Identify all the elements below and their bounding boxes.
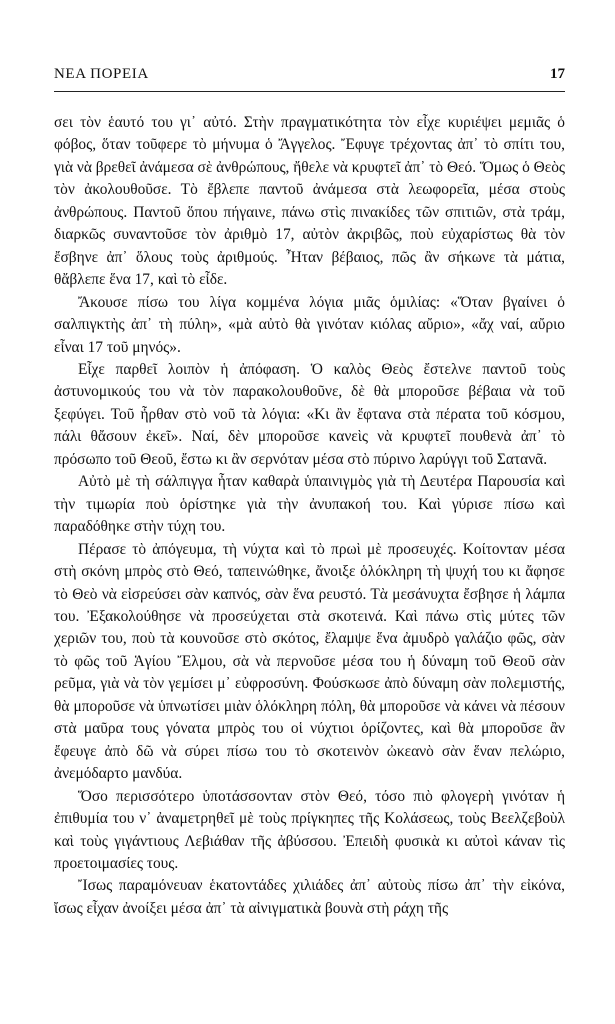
running-title: ΝΕΑ ΠΟΡΕΙΑ bbox=[54, 66, 149, 82]
paragraph: Εἶχε παρθεῖ λοιπὸν ἡ ἀπόφαση. Ὁ καλὸς Θεὸς ἔστελνε παντοῦ τοὺς ἀστυνομικούς του νὰ τὸν παρακολουθοῦνε, δὲ θὰ μποροῦσε βέβαια νὰ τοῦ ξεφύγει. Τοῦ ἦρθαν στὸ νοῦ τὰ λόγια: «Κι ἂν ἔφτανα στὰ πέρατα τοῦ κόσμου, πάλι θἄσουν ἐκεῖ». Ναί, δὲν μποροῦσε κανεὶς νὰ κρυφτεῖ πουθενὰ ἀπ᾽ τὸ πρόσωπο τοῦ Θεοῦ, ἔστω κι ἂν σερνόταν μέσα στὸ πύρινο λαρύγγι τοῦ Σατανᾶ. bbox=[54, 360, 565, 468]
running-header bbox=[54, 66, 565, 86]
paragraph: Ὅσο περισσότερο ὑποτάσσονταν στὸν Θεό, τόσο πιὸ φλογερὴ γινόταν ἡ ἐπιθυμία του ν᾽ ἀναμετρηθεῖ μὲ τοὺς πρίγκηπες τῆς Κολάσεως, τοὺς Βεελζεβοὺλ καὶ τοὺς γιγάντιους Λεβιάθαν τῆς ἀβύσσου. Ἐπειδὴ φυσικὰ κι αὐτοὶ κάναν τὶς προετοιμασίες τους. bbox=[54, 787, 565, 872]
paragraph-continued: σει τὸν ἑαυτό του γι᾽ αὐτό. Στὴν πραγματικότητα τὸν εἶχε κυριέψει μεμιᾶς ὁ φόβος, ὅταν τοῦφερε τὸ μήνυμα ὁ Ἄγγελος. Ἔφυγε τρέχοντας ἀπ᾽ τὸ σπίτι του, γιὰ νὰ βρεθεῖ ἀνάμεσα σὲ ἀνθρώπους, ἤθελε νὰ κρυφτεῖ ἀπ᾽ τὸ Θεό. Ὅμως ὁ Θεὸς τὸν ἀκολουθοῦσε. Τὸ ἔβλεπε παντοῦ ἀνάμεσα στὰ λεωφορεῖα, μέσα στοὺς ἀνθρώπους. Παντοῦ ὅπου πήγαινε, πάνω στὶς πινακίδες τῶν σπιτιῶν, στὰ τράμ, διαρκῶς συναντοῦσε τὸν ἀριθμὸ 17, αὐτὸν ἀκριβῶς, ποὺ εὐχαρίστως θὰ τὸν ἔσβηνε ἀπ᾽ ὅλους τοὺς ἀριθμούς. Ἦταν βέβαιος, πῶς ἂν σήκωνε τὰ μάτια, θἄβλεπε ἕνα 17, καὶ τὸ εἶδε. bbox=[54, 114, 565, 289]
page-number: 17 bbox=[550, 66, 565, 82]
paragraph: Ἄκουσε πίσω του λίγα κομμένα λόγια μιᾶς ὁμιλίας: «Ὅταν βγαίνει ὁ σαλπιγκτὴς ἀπ᾽ τὴ πύλη», «μὰ αὐτὸ θὰ γινόταν κιόλας αὔριο», «ἄχ ναί, αὔριο εἶναι 17 τοῦ μηνός». bbox=[54, 293, 565, 356]
paragraph: Αὐτὸ μὲ τὴ σάλπιγγα ἦταν καθαρὰ ὑπαινιγμὸς γιὰ τὴ Δευτέρα Παρουσία καὶ τὴν τιμωρία ποὺ ὁρίστηκε γιὰ τὴν ἀνυπακοή του. Καὶ γύρισε πίσω καὶ παραδόθηκε στὴν τύχη του. bbox=[54, 473, 565, 536]
body-text bbox=[54, 112, 565, 920]
paragraph: Πέρασε τὸ ἀπόγευμα, τὴ νύχτα καὶ τὸ πρωὶ μὲ προσευχές. Κοίτονταν μέσα στὴ σκόνη μπρὸς στὸ Θεό, ταπεινώθηκε, ἄνοιξε ὁλόκληρη τὴ ψυχή του κι ἄφησε τὸ Θεὸ νὰ εἰσρεύσει σὰν καπνός, σὰν ἕνα ρευστό. Τὰ μεσάνυχτα ἔσβησε ἡ λάμπα του. Ἐξακολούθησε νὰ προσεύχεται στὰ σκοτεινά. Καὶ πάνω στὶς μύτες τῶν χεριῶν του, ποὺ τὰ κουνοῦσε στὸ σκότος, ἔλαμψε ἕνα ἀμυδρὸ γαλάζιο φῶς, σὰν τὸ φῶς τοῦ Ἁγίου Ἔλμου, σὰ νὰ περνοῦσε μέσα του ἡ δύναμη τοῦ Θεοῦ σὰν ρεῦμα, γιὰ νὰ τὸν γεμίσει μ᾽ εὐφροσύνη. Φούσκωσε ἀπὸ δύναμη σὰν πολεμιστής, θὰ μποροῦσε νὰ ὑπνωτίσει μιὰν ὁλόκληρη πόλη, θὰ μποροῦσε νὰ κάνει νὰ πέσουν στὰ μαῦρα τους γόνατα μπρὸς του οἱ νύχτιοι ὁρίζοντες, καὶ θὰ μποροῦσε ἂν ἔφευγε ἀπὸ δῶ νὰ σύρει πίσω του τὸ σκοτεινὸν ὠκεανὸ σὰν ἕναν πελώριο, ἀνεμόδαρτο μανδύα. bbox=[54, 540, 565, 783]
paragraph: Ἴσως παραμόνευαν ἑκατοντάδες χιλιάδες ἀπ᾽ αὐτοὺς πίσω ἀπ᾽ τὴν εἰκόνα, ἴσως εἶχαν ἀνοίξει μέσα ἀπ᾽ τὰ αἰνιγματικὰ βουνὰ στὴ ράχη τῆς bbox=[54, 877, 565, 917]
header-rule bbox=[54, 91, 565, 92]
